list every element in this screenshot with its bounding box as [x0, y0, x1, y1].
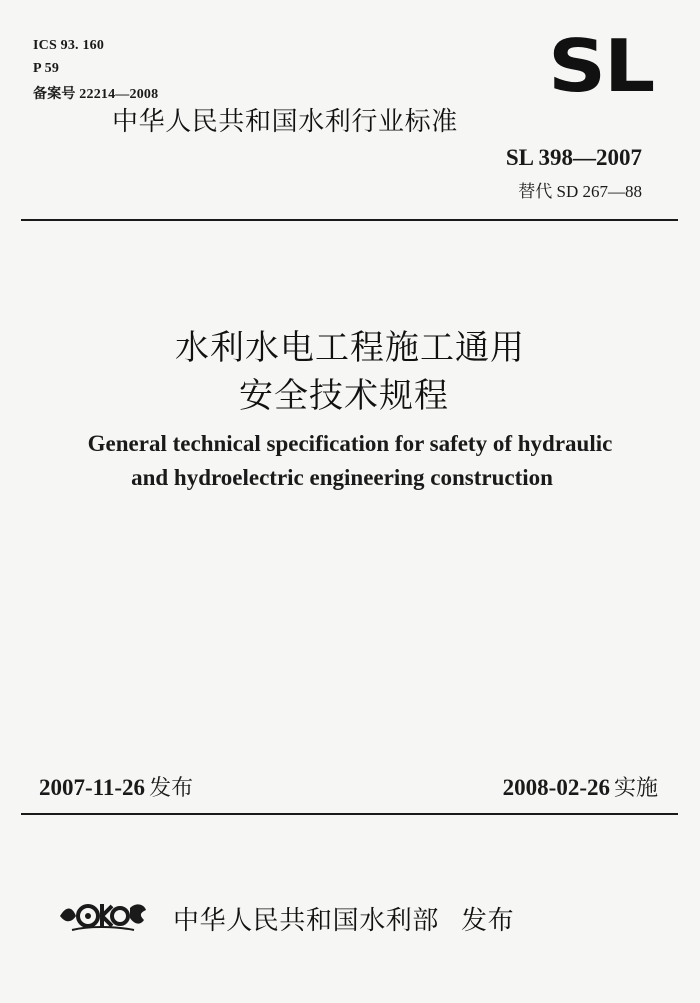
- english-title-line-2: and hydroelectric engineering construction: [131, 465, 553, 490]
- filing-number: 备案号 22214—2008: [33, 87, 159, 102]
- issue-label: 发布: [149, 776, 194, 801]
- english-title-line-1: General technical specification for safety of hydraulic: [87, 431, 613, 456]
- implementation-label: 实施: [613, 776, 658, 801]
- top-divider: [21, 219, 678, 221]
- publisher-name: 中华人民共和国水利部: [173, 906, 440, 936]
- implementation-date: 2008-02-26: [502, 775, 610, 800]
- p-code: P 59: [33, 61, 60, 76]
- ministry-emblem-icon: [58, 896, 148, 934]
- publisher-action: 发布: [461, 906, 515, 936]
- issue-date: 2007-11-26: [39, 775, 146, 800]
- standard-code: SL 398—2007: [505, 145, 642, 170]
- chinese-title-line-1: 水利水电工程施工通用: [175, 328, 525, 368]
- ics-code: ICS 93. 160: [33, 38, 105, 53]
- standard-category-title: 中华人民共和国水利行业标准: [112, 107, 458, 137]
- issue-date-block: [39, 771, 193, 802]
- bottom-divider: [21, 813, 678, 815]
- publisher-line: [173, 900, 514, 937]
- implementation-date-block: [503, 771, 658, 802]
- replaced-standard: 替代 SD 267—88: [518, 182, 642, 201]
- chinese-title-line-2: 安全技术规程: [239, 376, 449, 416]
- sl-logo: SL: [548, 24, 653, 108]
